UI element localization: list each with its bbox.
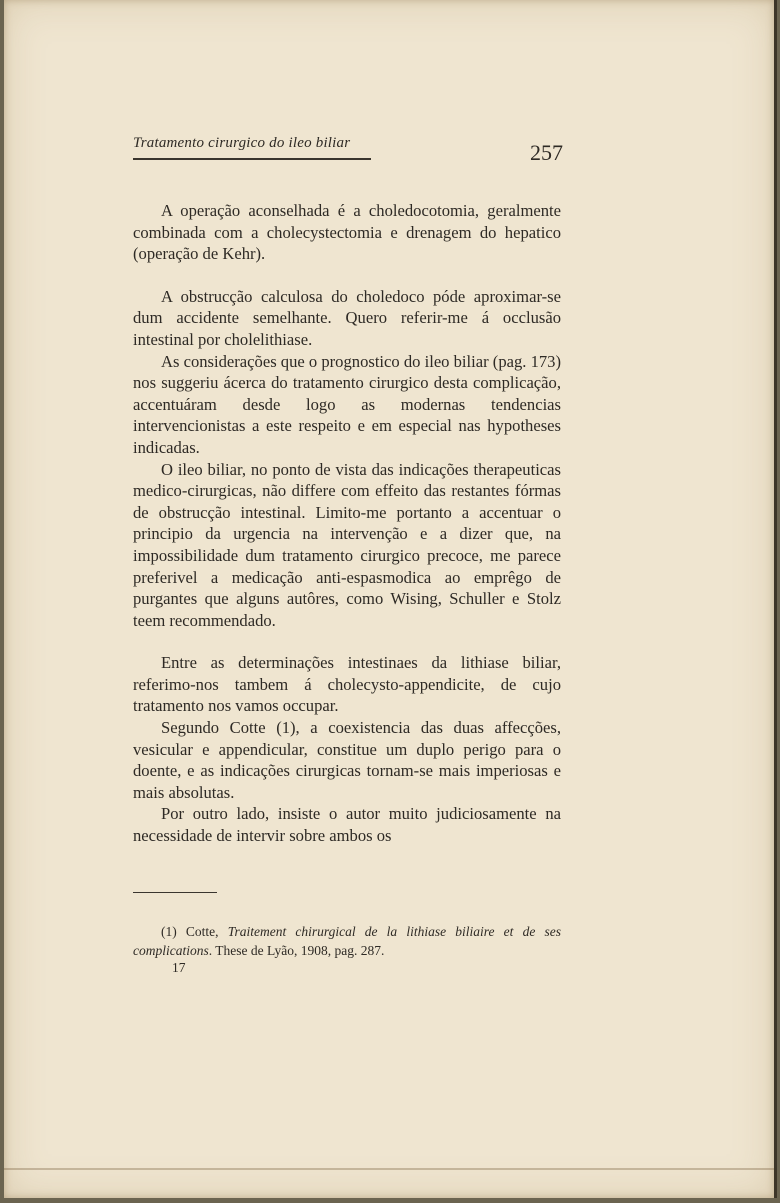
page-edge xyxy=(4,1168,774,1170)
paragraph-2: A obstrucção calculosa do choledoco póde aproximar-se dum accidente semelhante. Quero referir-me á occlusão intestinal por cholelithiase. xyxy=(133,286,561,349)
header-rule xyxy=(133,158,371,160)
body-text xyxy=(133,200,561,847)
footnote xyxy=(133,922,561,960)
paragraph-gap xyxy=(133,265,561,286)
footnote-marker: (1) Cotte, xyxy=(161,924,228,939)
paragraph-1: A operação aconselhada é a choledocotomia, geralmente combinada com a cholecystectomia e drenagem do hepatico (operação de Kehr). xyxy=(133,201,561,264)
signature-mark: 17 xyxy=(172,960,186,975)
paragraph-4: O ileo biliar, no ponto de vista das indicações therapeuticas medico-cirurgicas, não differe com effeito das restantes fórmas de obstrucção intestinal. Limito-me portanto a accentuar o principio da urgencia na intervenção e a dizer que, na impossibilidade dum tratamento cirurgico precoce, me parece preferivel a medicação anti-espasmodica ao emprêgo de purgantes que alguns autôres, como Wising, Schuller e Stolz teem recommendado. xyxy=(133,459,561,630)
paragraph-gap xyxy=(133,631,561,652)
paragraph-6: Segundo Cotte (1), a coexistencia das duas affecções, vesicular e appendicular, constitue um duplo perigo para o doente, e as indicações cirurgicas tornam-se mais imperiosas e mais absolutas. xyxy=(133,718,561,802)
paragraph-5: Entre as determinações intestinaes da lithiase biliar, referimo-nos tambem á cholecysto-appendicite, de cujo tratamento nos vamos occupar. xyxy=(133,653,561,716)
footnote-rule xyxy=(133,892,217,893)
footnote-work-title: Traitement chirurgical de la lithiase biliaire et de ses complications xyxy=(133,924,561,958)
page-number: 257 xyxy=(530,140,563,165)
paragraph-7: Por outro lado, insiste o autor muito judiciosamente na necessidade de intervir sobre ambos os xyxy=(133,804,561,846)
footnote-details: . These de Lyão, 1908, pag. 287. xyxy=(208,943,385,958)
paragraph-3: As considerações que o prognostico do ileo biliar (pag. 173) nos suggeriu ácerca do tratamento cirurgico desta complicação, accentuáram desde logo as modernas tendencias intervencionistas a este respeito e em especial nas hypotheses indicadas. xyxy=(133,351,561,457)
running-title: Tratamento cirurgico do ileo biliar xyxy=(133,135,351,151)
